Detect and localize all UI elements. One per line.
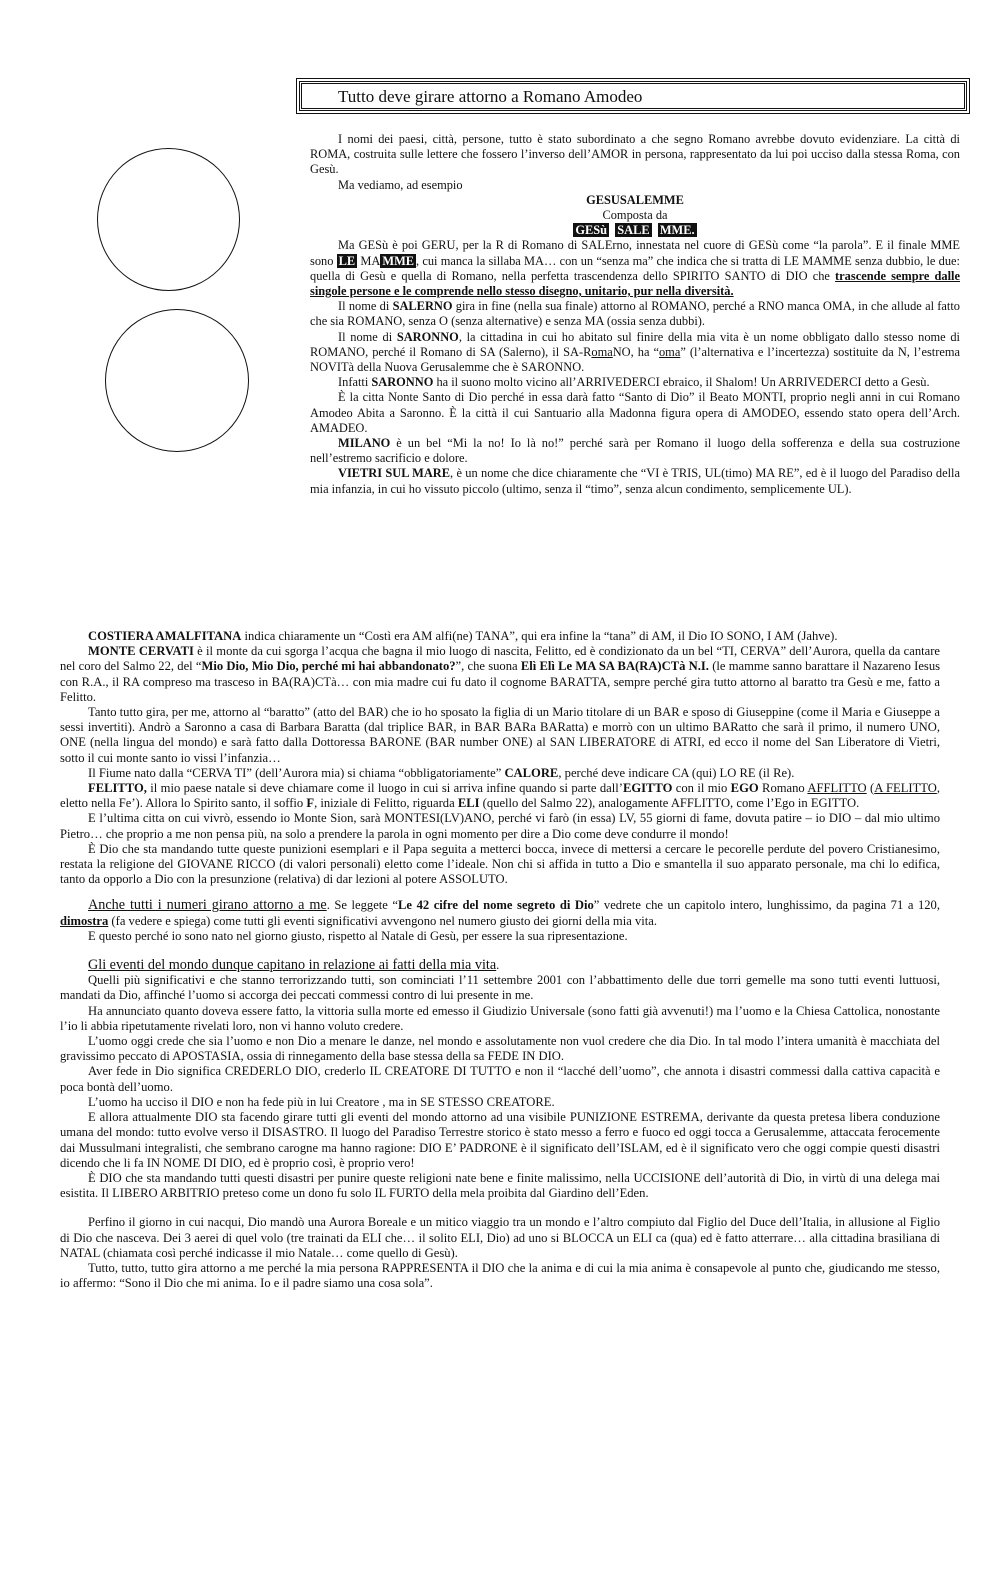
intro-paragraph: I nomi dei paesi, città, persone, tutto è stato subordinato a che segno Romano avrebbe dovuto evidenziare. La città di ROMA, costruita sulle lettere che fossero l’inverso dell’AMOR in persona, rappresentato da lui poi ucciso dalla stessa Roma, con Gesù.	[310, 132, 960, 177]
montesilvano-paragraph: E l’ultima citta on cui vivrò, essendo io Monte Sion, sarà MONTESI(LV)ANO, perché vi farò (in essa) LV, 55 giorni di fame, dovuta patire – io DIO – dal mio ultimo Pietro… che proprio a me non pensa più, na solo a prendere la parola in ogni momento per dire a Dio come deve condurre il mondo!	[60, 811, 940, 841]
gesusalemme-heading: GESUSALEMME	[586, 192, 684, 207]
intro-column	[310, 132, 960, 497]
eventi-paragraph-3: L’uomo oggi crede che sia l’uomo e non Dio a menare le danze, nel mondo e assolutamente non vuol credere che dia Dio. In tal modo l’intera umanità è macchiata del gravissimo peccato di APOSTASIA, ossia di rinnegamento della base stessa della sa FEDE IN DIO.	[60, 1034, 940, 1064]
closing-paragraph: Tutto, tutto, tutto gira attorno a me perché la mia persona RAPPRESENTA il DIO che la anima e di cui la mia anima è consapevole al punto che, giudicando me stesso, io affermo: “Sono il Dio che mi anima. Io e il padre siamo una cosa sola”.	[60, 1260, 940, 1291]
section-numeri-title: Anche tutti i numeri girano attorno a me	[88, 897, 327, 914]
saronno-shalom-paragraph: Infatti SARONNO ha il suono molto vicino all’ARRIVEDERCI ebraico, il Shalom! Un ARRIVEDERCI detto a Gesù.	[338, 375, 930, 390]
main-body	[60, 629, 940, 1291]
calore-paragraph: Il Fiume nato dalla “CERVA TI” (dell’Aurora mia) si chiama “obbligatoriamente” CALORE, perché deve indicare CA (qui) LO RE (il Re).	[88, 765, 795, 780]
aurora-paragraph: Perfino il giorno in cui nacqui, Dio mandò una Aurora Boreale e un mitico viaggio tra un mondo e l’altro compiuto dal Figlio del Duce dell’Italia, in allusione al Figlio di Dio che nasceva. Dei 3 aerei di quel volo (tre trainati da ELI che… il solito ELI, Dio) ad uno si BLOCCA un ELI ca (qua) ed è fatto atterrare… alla cittadina brasiliana di NATAL (chiamata così perché indicasse il mio Natale… come quello di Gesù).	[60, 1215, 940, 1260]
milano-paragraph: MILANO è un bel “Mi la no! Io là no!” perché sarà per Romano il luogo della sofferenza e della sua costruzione nell’estremo sacrificio e dolore.	[310, 436, 960, 466]
monte-cervati-paragraph: MONTE CERVATI è il monte da cui sgorga l’acqua che bagna il mio luogo di nascita, Felitto, ed è condizionato da un bel “TI, CERVA” dell’Aurora, quella da cantare nel coro del Salmo 22, del “Mio Dio, Mio Dio, perché mi hai abbandonato?”, che suona Elì Elì Le MA SA BA(RA)CTà N.I. (le mamme sanno barattare il Nazareno Iesus con R.A., il RA compreso ma trasceso in BA(RA)CTà… con mia madre cui fu dato il cognome BARATTA, sempre perché gira tutto attorno al baratto tra Gesù e me, fatto a Felitto.	[60, 644, 941, 704]
monte-santo-paragraph: È la citta Nonte Santo di Dio perché in essa darà fatto “Santo di Dio” il Beato MONTI, proprio negli anni in cui Romano Amodeo Abita a Saronno. È la città il cui Santuario alla Madonna figura opera di AMODEO, essendo stato opera dell’Arch. AMADEO.	[310, 390, 960, 435]
baratto-paragraph: Tanto tutto gira, per me, attorno al “baratto” (atto del BAR) che io ho sposato la figlia di un Mario titolare di un BAR e sposo di Giuseppine (come il Maria e Giuseppe a sessi invertiti). Andrò a Saronno a casa di Barbara Baratta (dal triplice BAR, in BAR BARa BARatta) e morrò con un ultimo BARatto che sarà il primo, il numero UNO, ONE (nella lingua del mondo) e sarà fatto dalla Dottoressa BARONE (BAR number ONE) al SAN LIBERATORE di ATRI, ed ecco il nome del San Liberatore di Vietri, sotto il cui monte santo io vissi l’infanzia…	[60, 705, 940, 765]
felitto-paragraph: FELITTO, il mio paese natale si deve chiamare come il luogo in cui si arriva infine quando si parte dall’EGITTO con il mio EGO Romano AFFLITTO (A FELITTO, eletto nella Fe’). Allora lo Spirito santo, il soffio F, iniziale di Felitto, riguarda ELI (quello del Salmo 22), analogamente AFFLITTO, come l’Ego in EGITTO.	[60, 781, 940, 811]
word-sale: SALE	[617, 223, 650, 238]
saronno-paragraph: Il nome di SARONNO, la cittadina in cui ho abitato sul finire della mia vita è un nome obbligato dallo stesso nome di ROMANO, perché il Romano di SA (Salerno), il SA-RomaNO, ha “oma” (l’alternativa e l’incertezza) sostituite da N, l’estrema NOVITà della Nuova Gerusalemme che è SARONNO.	[310, 329, 960, 375]
word-mme: MME.	[659, 223, 695, 238]
salerno-paragraph: Il nome di SALERNO gira in fine (nella sua finale) attorno al ROMANO, perché a RNO manca OMA, in che allude al fatto che sia ROMANO, senza O (senza alternative) e senza MA (ossia senza dubbi).	[310, 299, 960, 329]
circle-bottom	[105, 309, 249, 452]
costiera-paragraph: COSTIERA AMALFITANA indica chiaramente un “Costì era AM alfi(ne) TANA”, qui era infine la “tana” di AM, il Dio IO SONO, I AM (Jahve).	[88, 629, 838, 643]
circle-top	[97, 148, 240, 291]
eventi-paragraph-7: È DIO che sta mandando tutti questi disastri per punire queste religioni nate bene e finite malissimo, nella UCCISIONE dell’autorità di Dio, in virtù di una delega mai esistita. Il LIBERO ARBITRIO preteso come un dono fu solo IL FURTO della mela proibita dal Giardino dell’Eden.	[60, 1170, 940, 1201]
eventi-paragraph-4: Aver fede in Dio significa CREDERLO DIO, crederlo IL CREATORE DI TUTTO e non il “lacché dell’uomo”, che annota i disastri commessi dalla cattiva capacità e poca bontà dell’uomo.	[60, 1064, 940, 1094]
title-box	[299, 81, 967, 111]
numeri-paragraph: Anche tutti i numeri girano attorno a me. Se leggete “Le 42 cifre del nome segreto di Dio” vedrete che un capitolo intero, lunghissimo, da pagina 71 a 120, dimostra (fa vedere e spiega) come tutti gli eventi significativi avvengono nel numero giusto dei giorni della mia vita.	[60, 897, 940, 928]
example-intro: Ma vediamo, ad esempio	[338, 177, 463, 192]
section-eventi-title: Gli eventi del mondo dunque capitano in relazione ai fatti della mia vita.	[88, 957, 500, 974]
composta-label: Composta da	[602, 208, 668, 223]
punizioni-paragraph: È Dio che sta mandando tutte queste punizioni esemplari e il Papa seguita a metterci bocca, invece di mettersi a cercare le pecorelle perdute del povero Cristianesimo, restata la religione del GIOVANE RICCO (di valori personali) eletto come l’ideale. Non chi si affida in tutto a Dio e smantella il suo apparato personale, ma chi lo edifica, tanto da opporlo a Dio con la presunzione (relativa) di dar lezioni al potere ASSOLUTO.	[60, 841, 940, 887]
geru-paragraph: Ma GESù è poi GERU, per la R di Romano di SALErno, innestata nel cuore di GESù come “la parola”. E il finale MME sono LE MA MME , cui manca la sillaba MA… con un “senza ma” che indica che si tratta di LE MAMME senza dubbio, le due: quella di Gesù e quella di Romano, nella perfetta trascendenza dello SPIRITO SANTO di DIO che trascende sempre dalle singole persone e le comprende nello stesso disegno, unitario, pur nella diversità.	[310, 238, 960, 299]
composition	[310, 223, 960, 238]
eventi-paragraph-1: Quelli più significativi e che stanno terrorizzando tutti, son cominciati l’11 settembre 2001 con l’abbattimento delle due torri gemelle ma sono tutti eventi luttuosi, mandati da Dio, affinché l’uomo si accorga dei peccati commessi contro di lui presente in me.	[60, 973, 940, 1003]
eventi-paragraph-6: E allora attualmente DIO sta facendo girare tutti gli eventi del mondo attorno ad una visibile PUNIZIONE ESTREMA, derivante da questa pretesa libera conduzione umana del mondo: tutto evolve verso il DISASTRO. Il luogo del Paradiso Terrestre storico è stato messo a ferro e fuoco ed oggi tocca a Gerusalemme, attaccata ferocemente dai Mussulmani integralisti, che sembrano carogne ma hanno ragione: DIO E’ PADRONE è il significato dell’ISLAM, ed è il significato vero che oggi compie questi disastri dicendo che li fa IN NOME DI DIO, ed è proprio così, è proprio vero!	[60, 1110, 940, 1170]
natale-paragraph: E questo perché io sono nato nel giorno giusto, rispetto al Natale di Gesù, per essere la sua ripresentazione.	[88, 928, 628, 943]
page-title: Tutto deve girare attorno a Romano Amodeo	[338, 87, 643, 106]
eventi-paragraph-5: L’uomo ha ucciso il DIO e non ha fede più in lui Creatore , ma in SE STESSO CREATORE.	[88, 1094, 555, 1109]
word-gesu: GESù	[575, 223, 608, 238]
eventi-paragraph-2: Ha annunciato quanto doveva essere fatto, la vittoria sulla morte ed emesso il Giudizio Universale (sono fatti già avvenuti!) ma l’uomo e la Chiesa Cattolica, nonostante l’io li abbia ripetutamente rivelati loro, non vi hanno voluto credere.	[60, 1003, 940, 1033]
vietri-paragraph: VIETRI SUL MARE, è un nome che dice chiaramente che “VI è TRIS, UL(timo) MA RE”, ed è il luogo del Paradiso della mia infanzia, in cui ho vissuto piccolo (ultimo, senza il “timo”, senza alcun condimento, semplicemente UL).	[310, 466, 960, 496]
